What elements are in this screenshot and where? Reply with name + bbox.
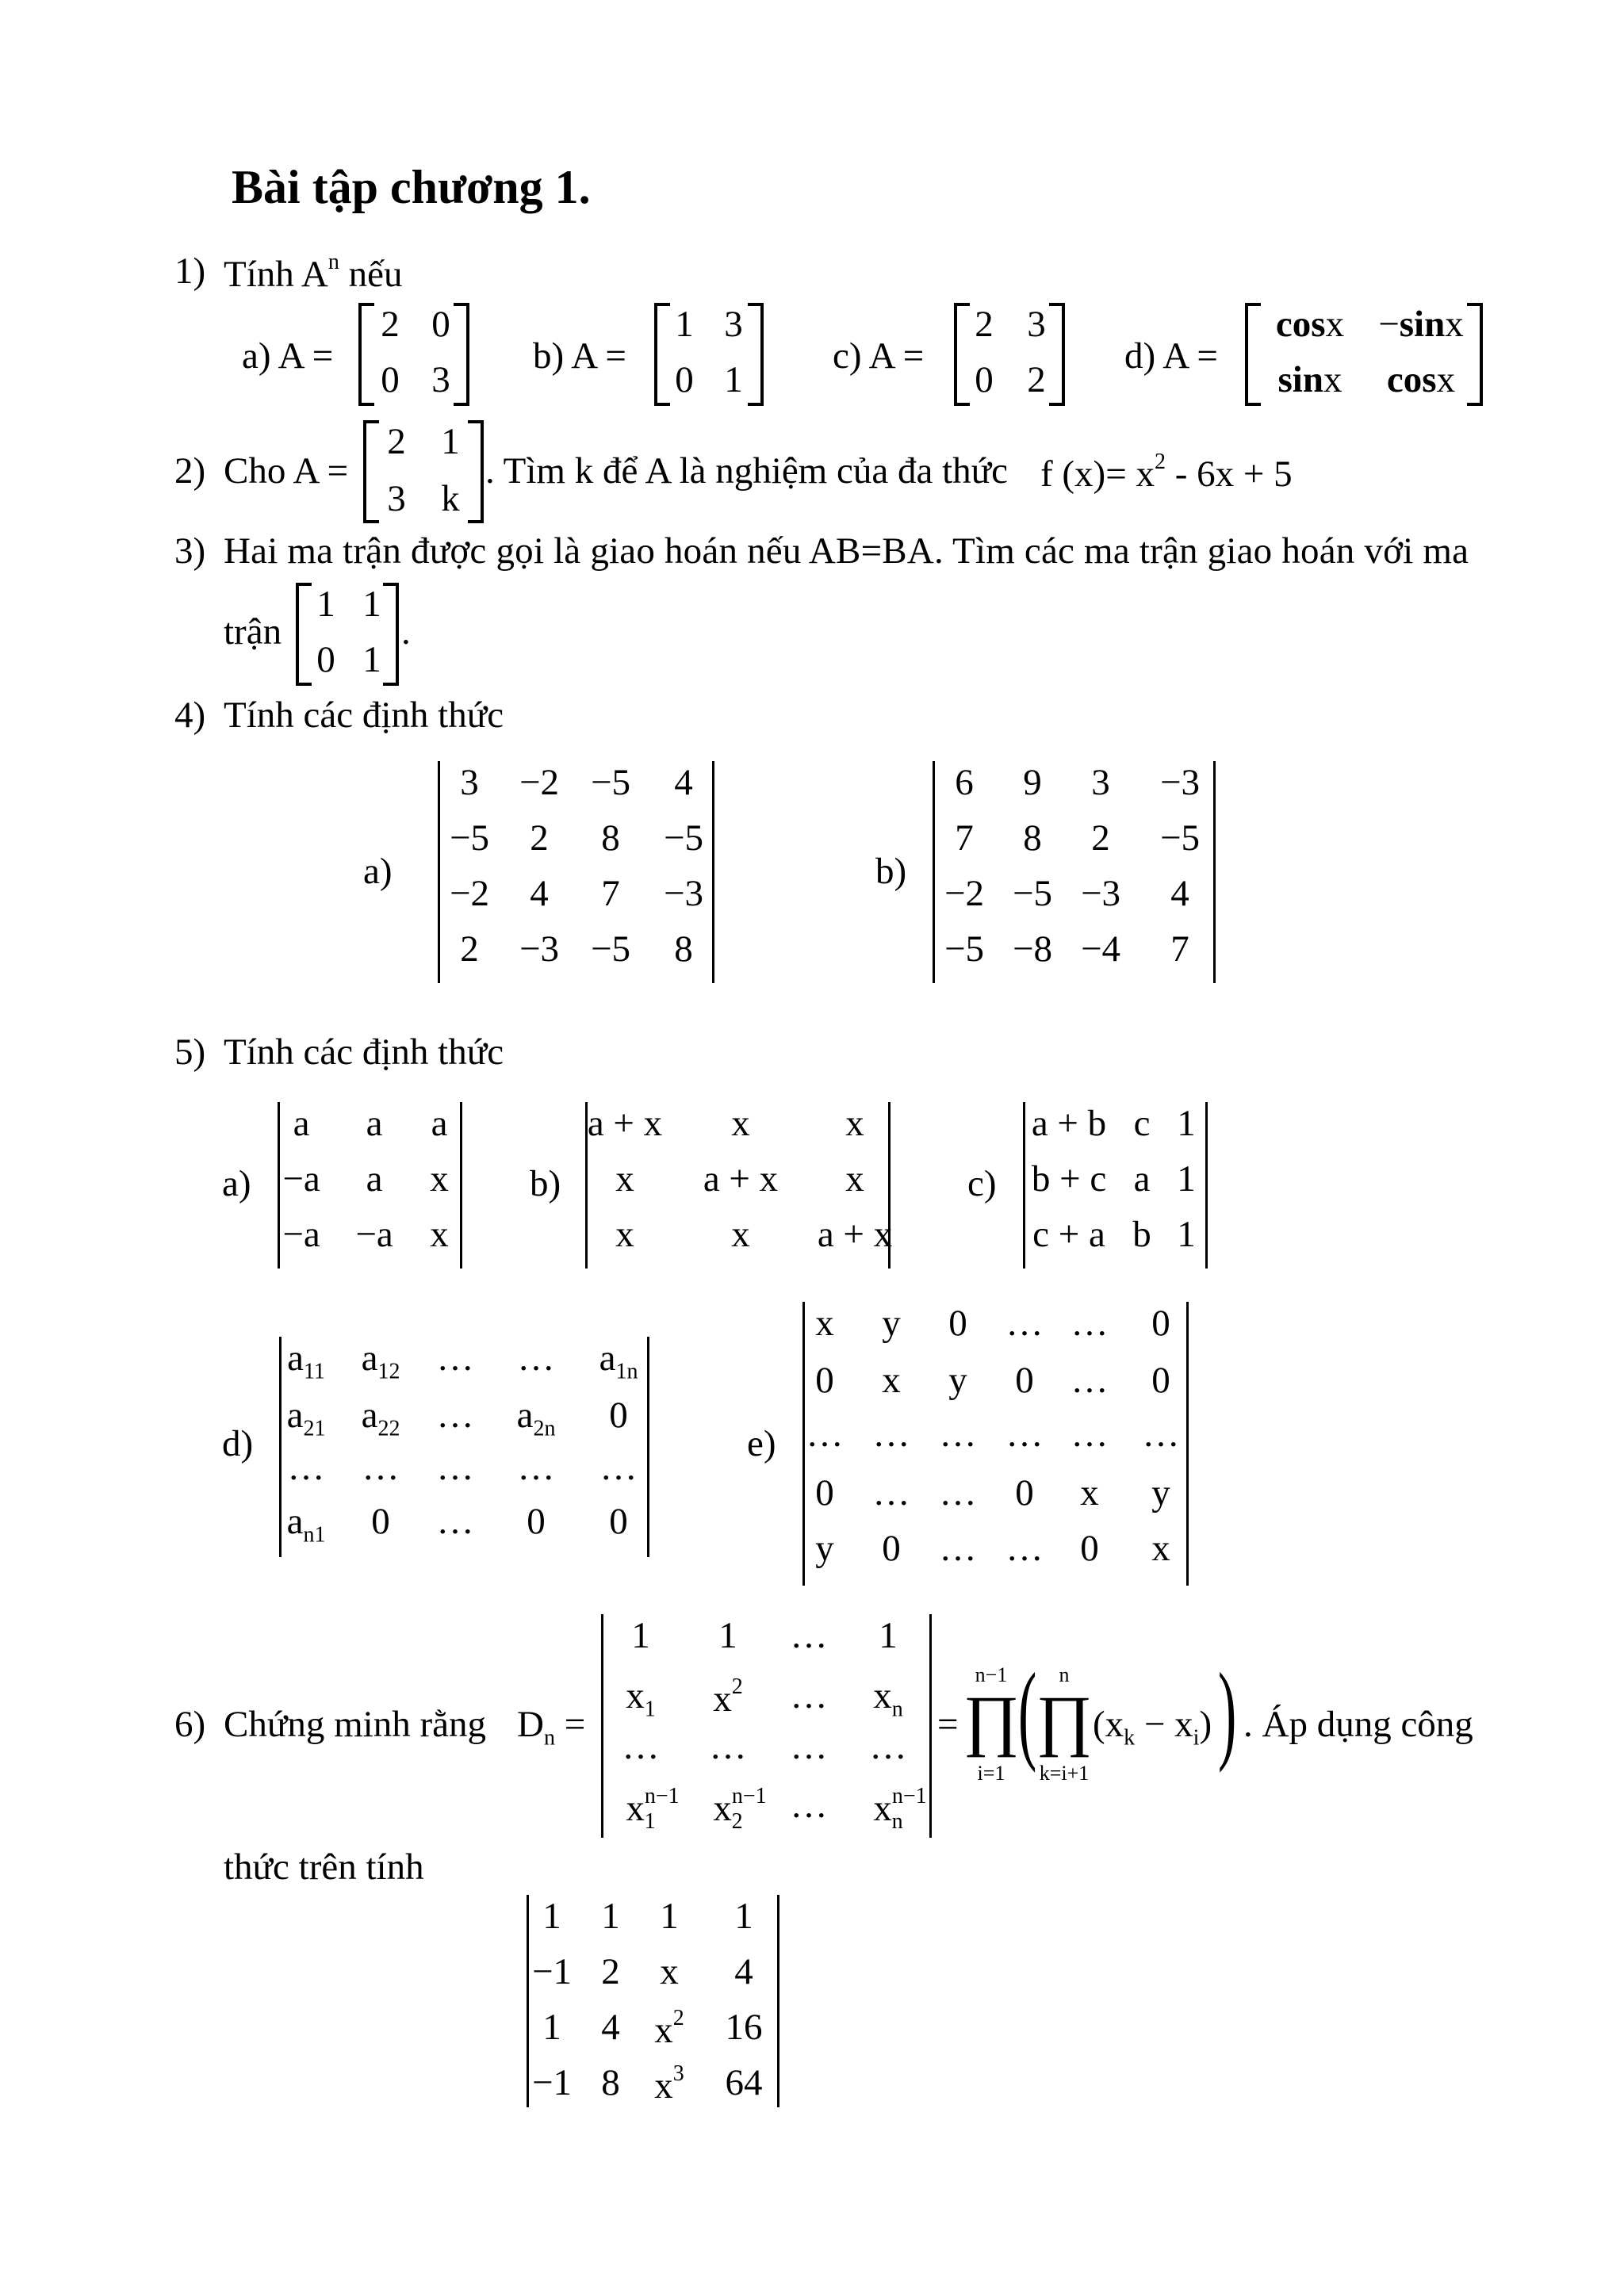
page-title: Bài tập chương 1.: [232, 161, 591, 213]
matrix-cell: $a_{1n}$: [599, 1337, 638, 1384]
matrix-cell: 3: [387, 478, 406, 519]
matrix-cell: 7: [601, 873, 620, 914]
matrix-2: [363, 420, 490, 523]
matrix-cell: b + c: [1031, 1158, 1107, 1200]
right-paren-icon: ): [1218, 1651, 1237, 1774]
matrix-3: [296, 583, 407, 686]
matrix-cell: −5: [590, 762, 631, 803]
matrix-cell: −a: [355, 1214, 393, 1255]
matrix-cell: −sinx: [1378, 304, 1464, 345]
problem-3-line1: Hai ma trận được gọi là giao hoán nếu AB=BA. Tìm các ma trận giao hoán với ma: [224, 530, 1469, 572]
matrix-cell: 2: [1091, 817, 1110, 859]
matrix-cell: 6: [955, 762, 974, 803]
matrix-cell: x: [430, 1214, 449, 1255]
matrix-cell: a: [293, 1103, 310, 1144]
matrix-cell: 0: [1015, 1472, 1034, 1513]
determinant-5d: [279, 1337, 652, 1557]
matrix-cell: …: [436, 1337, 474, 1379]
matrix-cell: 2: [460, 928, 479, 970]
matrix-cell: 0: [527, 1501, 546, 1542]
matrix-cell: 64: [725, 2062, 763, 2103]
matrix-cell: …: [872, 1472, 910, 1513]
matrix-cell: 0: [815, 1360, 834, 1401]
matrix-cell: 0: [948, 1303, 967, 1344]
matrix-cell: …: [790, 1675, 828, 1716]
matrix-cell: 1: [660, 1896, 679, 1937]
matrix-cell: −a: [282, 1214, 320, 1255]
matrix-cell: 2: [381, 304, 400, 345]
matrix-cell: −3: [519, 928, 560, 970]
matrix-cell: …: [939, 1472, 977, 1513]
matrix-cell: 3: [460, 762, 479, 803]
matrix-cell: $x^2$: [654, 2006, 684, 2051]
matrix-cell: …: [790, 1785, 828, 1826]
matrix-cell: $x^{n-1}_2$: [713, 1784, 767, 1835]
problem-5e-label: e): [747, 1423, 776, 1464]
problem-4-text: Tính các định thức: [224, 695, 504, 736]
final-determinant: [527, 1895, 782, 2107]
matrix-cell: 0: [815, 1472, 834, 1513]
matrix-cell: 3: [431, 359, 450, 400]
matrix-cell: …: [939, 1414, 977, 1455]
problem-4b-label: b): [875, 851, 907, 892]
problem-2-number: 2): [174, 450, 206, 492]
matrix-cell: −5: [449, 817, 490, 859]
matrix-cell: …: [1071, 1303, 1109, 1344]
matrix-cell: …: [362, 1447, 400, 1488]
matrix-cell: …: [869, 1726, 907, 1767]
matrix-cell: 1: [1177, 1214, 1196, 1255]
matrix-cell: 1: [879, 1615, 898, 1656]
matrix-cell: 8: [601, 2062, 620, 2103]
vandermonde-determinant: [601, 1614, 934, 1838]
polynomial-part: f (x)= x: [1040, 453, 1155, 495]
matrix-cell: 4: [674, 762, 693, 803]
matrix-cell: $x^2$: [713, 1674, 743, 1720]
matrix-cell: $x_n$: [873, 1675, 903, 1722]
matrix-cell: 1: [362, 584, 381, 625]
matrix-cell: −a: [282, 1158, 320, 1200]
matrix-cell: 4: [601, 2007, 620, 2048]
matrix-cell: 0: [431, 304, 450, 345]
problem-4a-label: a): [363, 851, 393, 892]
matrix-cell: …: [1142, 1414, 1180, 1455]
problem-5a-label: a): [222, 1163, 251, 1204]
problem-6-text: Chứng minh rằng: [224, 1704, 486, 1745]
matrix-cell: y: [1151, 1472, 1170, 1513]
polynomial-exponent: 2: [1154, 450, 1166, 474]
matrix-cell: …: [1071, 1360, 1109, 1401]
inner-product-lower: k=i+1: [1039, 1762, 1090, 1785]
matrix-cell: 0: [381, 359, 400, 400]
matrix-cell: y: [948, 1360, 967, 1401]
matrix-cell: $a_{21}$: [286, 1395, 326, 1441]
matrix-cell: …: [436, 1501, 474, 1542]
matrix-cell: …: [939, 1528, 977, 1569]
outer-product-lower: i=1: [977, 1762, 1005, 1785]
matrix-cell: 0: [1151, 1303, 1170, 1344]
outer-product-icon: ∏: [963, 1682, 1020, 1758]
matrix-cell: −2: [449, 873, 490, 914]
matrix-cell: x: [845, 1103, 864, 1144]
problem-1-text: [224, 250, 403, 296]
matrix-cell: …: [599, 1447, 638, 1488]
determinant-5b: [585, 1102, 894, 1269]
matrix-cell: a: [366, 1103, 383, 1144]
matrix-cell: x: [430, 1158, 449, 1200]
product-factor: $(x_k - x_i)$: [1093, 1704, 1212, 1751]
problem-1b-label: b) A =: [533, 335, 626, 377]
matrix-cell: 0: [609, 1395, 628, 1436]
matrix-cell: …: [709, 1726, 747, 1767]
matrix-cell: 3: [724, 304, 743, 345]
matrix-cell: −1: [531, 2062, 573, 2103]
matrix-cell: c + a: [1032, 1214, 1105, 1255]
matrix-cell: −5: [663, 817, 704, 859]
matrix-cell: $a_{12}$: [361, 1337, 400, 1384]
matrix-cell: 0: [1151, 1360, 1170, 1401]
matrix-cell: −4: [1080, 928, 1121, 970]
matrix-cell: …: [790, 1726, 828, 1767]
matrix-cell: x: [660, 1951, 679, 1992]
matrix-cell: 8: [674, 928, 693, 970]
matrix-cell: 1: [1177, 1103, 1196, 1144]
matrix-cell: a: [431, 1103, 448, 1144]
inner-product-upper: n: [1059, 1663, 1070, 1686]
matrix-cell: 0: [1015, 1360, 1034, 1401]
matrix-cell: 2: [530, 817, 549, 859]
determinant-5e: [802, 1302, 1191, 1586]
matrix-cell: $a_{n1}$: [286, 1501, 326, 1548]
matrix-cell: 1: [675, 304, 694, 345]
matrix-cell: 7: [955, 817, 974, 859]
problem-5b-label: b): [530, 1163, 561, 1204]
matrix-cell: x: [1151, 1528, 1170, 1569]
matrix-cell: …: [517, 1337, 555, 1379]
determinant-5c: [1023, 1102, 1213, 1269]
determinant-5a: [278, 1102, 465, 1269]
polynomial-rest: - 6x + 5: [1165, 453, 1293, 495]
problem-5-text: Tính các định thức: [224, 1031, 504, 1073]
matrix-cell: −5: [590, 928, 631, 970]
matrix-cell: …: [1071, 1414, 1109, 1455]
dn-subscript: n: [543, 1725, 555, 1751]
dn-symbol: D: [517, 1704, 544, 1745]
matrix-cell: k: [441, 478, 460, 519]
matrix-cell: x: [731, 1103, 750, 1144]
matrix-cell: 4: [530, 873, 549, 914]
matrix-cell: x: [882, 1360, 901, 1401]
problem-6-dn: [517, 1703, 585, 1751]
matrix-cell: a + x: [817, 1214, 893, 1255]
matrix-cell: 7: [1170, 928, 1189, 970]
problem-3-line2: trận: [224, 611, 282, 652]
problem-6-after: . Áp dụng công: [1243, 1704, 1473, 1745]
matrix-cell: 0: [975, 359, 994, 400]
matrix-cell: x: [615, 1214, 634, 1255]
equals-sign: =: [564, 1704, 586, 1745]
problem-1c-label: c) A =: [833, 335, 925, 377]
problem-2-after: . Tìm k để A là nghiệm của đa thức: [485, 450, 1008, 492]
matrix-cell: a: [1133, 1158, 1151, 1200]
matrix-cell: 3: [1091, 762, 1110, 803]
matrix-cell: …: [517, 1447, 555, 1488]
matrix-cell: 1: [734, 1896, 753, 1937]
matrix-cell: …: [436, 1447, 474, 1488]
matrix-cell: 0: [316, 639, 335, 680]
matrix-cell: x: [731, 1214, 750, 1255]
matrix-cell: −1: [531, 1951, 573, 1992]
matrix-cell: $a_{2n}$: [516, 1395, 556, 1441]
matrix-cell: 1: [601, 1896, 620, 1937]
problem-3-number: 3): [174, 530, 206, 572]
problem-1-number: 1): [174, 251, 206, 292]
matrix-1b: [654, 303, 765, 406]
matrix-cell: −8: [1012, 928, 1053, 970]
matrix-cell: 1: [441, 421, 460, 462]
matrix-cell: 1: [718, 1615, 737, 1656]
matrix-cell: 4: [734, 1951, 753, 1992]
problem-2-polynomial: [1040, 450, 1293, 496]
matrix-cell: …: [1005, 1303, 1044, 1344]
matrix-cell: 2: [975, 304, 994, 345]
matrix-cell: 0: [882, 1528, 901, 1569]
matrix-cell: …: [872, 1414, 910, 1455]
matrix-cell: $a_{11}$: [287, 1337, 325, 1384]
matrix-cell: …: [1005, 1414, 1044, 1455]
matrix-cell: −5: [944, 928, 985, 970]
product-equals: =: [937, 1704, 959, 1745]
inner-product-icon: ∏: [1036, 1682, 1093, 1758]
matrix-1a: [358, 303, 469, 406]
matrix-cell: $x_1$: [626, 1675, 656, 1722]
matrix-cell: 0: [1080, 1528, 1099, 1569]
matrix-cell: c: [1133, 1103, 1151, 1144]
problem-5-number: 5): [174, 1031, 206, 1073]
determinant-4a: [438, 761, 717, 983]
matrix-cell: x: [1080, 1472, 1099, 1513]
determinant-4b: [933, 761, 1218, 983]
matrix-cell: 1: [316, 584, 335, 625]
matrix-cell: …: [287, 1447, 325, 1488]
matrix-cell: 2: [387, 421, 406, 462]
left-paren-icon: (: [1018, 1651, 1037, 1774]
problem-4-number: 4): [174, 695, 206, 736]
problem-1d-label: d) A =: [1124, 335, 1218, 377]
matrix-1d: [1245, 303, 1483, 406]
matrix-cell: 8: [1023, 817, 1042, 859]
matrix-cell: …: [790, 1615, 828, 1656]
problem-3-end: .: [401, 611, 411, 652]
matrix-cell: −3: [663, 873, 704, 914]
matrix-cell: 2: [601, 1951, 620, 1992]
matrix-cell: $x^{n-1}_n$: [873, 1784, 927, 1835]
matrix-cell: 3: [1027, 304, 1046, 345]
matrix-cell: −3: [1159, 762, 1201, 803]
matrix-cell: $x^3$: [654, 2061, 684, 2107]
matrix-cell: 0: [371, 1501, 390, 1542]
matrix-cell: −5: [1012, 873, 1053, 914]
matrix-cell: …: [1005, 1528, 1044, 1569]
matrix-cell: a: [366, 1158, 383, 1200]
matrix-cell: $a_{22}$: [361, 1395, 400, 1441]
matrix-cell: −3: [1080, 873, 1121, 914]
matrix-cell: 8: [601, 817, 620, 859]
matrix-cell: y: [882, 1303, 901, 1344]
matrix-cell: …: [622, 1726, 660, 1767]
matrix-cell: b: [1132, 1214, 1151, 1255]
matrix-cell: a + x: [587, 1103, 663, 1144]
outer-product-upper: n−1: [975, 1663, 1008, 1686]
matrix-cell: cosx: [1275, 304, 1345, 345]
problem-1-exponent: n: [327, 250, 339, 274]
matrix-cell: …: [806, 1414, 844, 1455]
matrix-cell: sinx: [1277, 359, 1342, 400]
matrix-cell: −2: [944, 873, 985, 914]
matrix-cell: x: [615, 1158, 634, 1200]
matrix-cell: 0: [609, 1501, 628, 1542]
problem-1-after: nếu: [348, 254, 403, 295]
matrix-cell: 1: [631, 1615, 650, 1656]
matrix-cell: 2: [1027, 359, 1046, 400]
matrix-cell: …: [436, 1395, 474, 1436]
matrix-cell: x: [845, 1158, 864, 1200]
matrix-cell: a + x: [703, 1158, 779, 1200]
matrix-cell: 16: [725, 2007, 763, 2048]
matrix-cell: 1: [1177, 1158, 1196, 1200]
matrix-cell: cosx: [1386, 359, 1456, 400]
problem-1a-label: a) A =: [242, 335, 334, 377]
matrix-cell: 0: [675, 359, 694, 400]
matrix-cell: y: [815, 1528, 834, 1569]
matrix-cell: −5: [1159, 817, 1201, 859]
matrix-cell: 4: [1170, 873, 1189, 914]
problem-6-number: 6): [174, 1704, 206, 1745]
problem-5c-label: c): [967, 1163, 997, 1204]
matrix-cell: 1: [724, 359, 743, 400]
problem-2-prompt: Cho A =: [224, 450, 349, 492]
problem-6-line2: thức trên tính: [224, 1846, 424, 1888]
matrix-cell: −2: [519, 762, 560, 803]
matrix-cell: $x^{n-1}_1$: [626, 1784, 680, 1835]
matrix-cell: 1: [542, 2007, 561, 2048]
matrix-cell: 1: [542, 1896, 561, 1937]
matrix-cell: a + b: [1031, 1103, 1107, 1144]
matrix-1c: [954, 303, 1065, 406]
matrix-cell: 1: [362, 639, 381, 680]
matrix-cell: 9: [1023, 762, 1042, 803]
problem-1-prompt: Tính A: [224, 254, 328, 295]
problem-5d-label: d): [222, 1423, 254, 1464]
matrix-cell: x: [815, 1303, 834, 1344]
